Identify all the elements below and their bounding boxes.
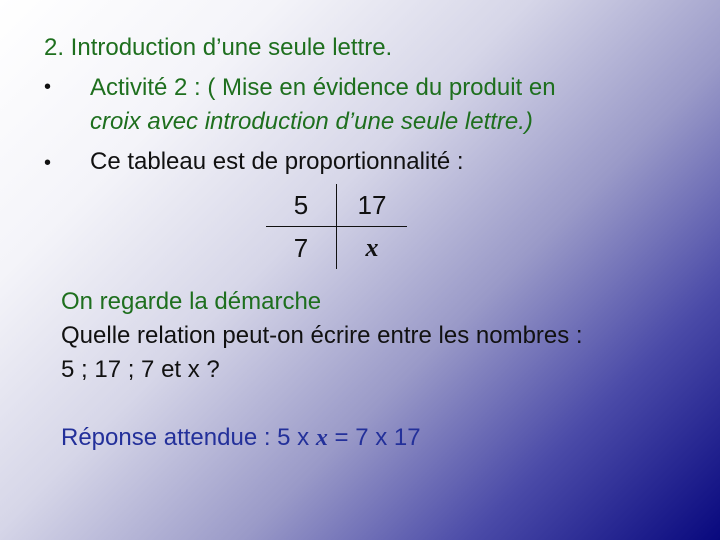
activity-line-2: croix avec introduction d’une seule lettre.)	[90, 108, 533, 135]
table-cell: 7	[266, 227, 337, 270]
bullet-marker-2: •	[44, 152, 52, 174]
activity-line-1: Activité 2 : ( Mise en évidence du produit en	[90, 74, 556, 101]
answer-prefix: Réponse attendue : 5 x	[61, 424, 316, 451]
bullet-marker-1: •	[44, 76, 52, 98]
explanation-line-3: 5 ; 17 ; 7 et x ?	[61, 356, 220, 383]
table-row	[266, 227, 407, 270]
table-row	[266, 184, 407, 227]
expected-answer	[61, 424, 421, 452]
explanation-line-2: Quelle relation peut-on écrire entre les nombres :	[61, 322, 583, 349]
slide-heading: 2. Introduction d’une seule lettre.	[44, 34, 393, 61]
explanation-line-1: On regarde la démarche	[61, 288, 322, 315]
table-cell-variable: x	[337, 227, 408, 270]
answer-variable: x	[315, 425, 328, 451]
table-cell: 17	[337, 184, 408, 227]
table-cell: 5	[266, 184, 337, 227]
proportionality-statement: Ce tableau est de proportionnalité :	[90, 148, 464, 175]
proportionality-table	[266, 184, 407, 269]
answer-suffix: = 7 x 17	[327, 424, 421, 451]
